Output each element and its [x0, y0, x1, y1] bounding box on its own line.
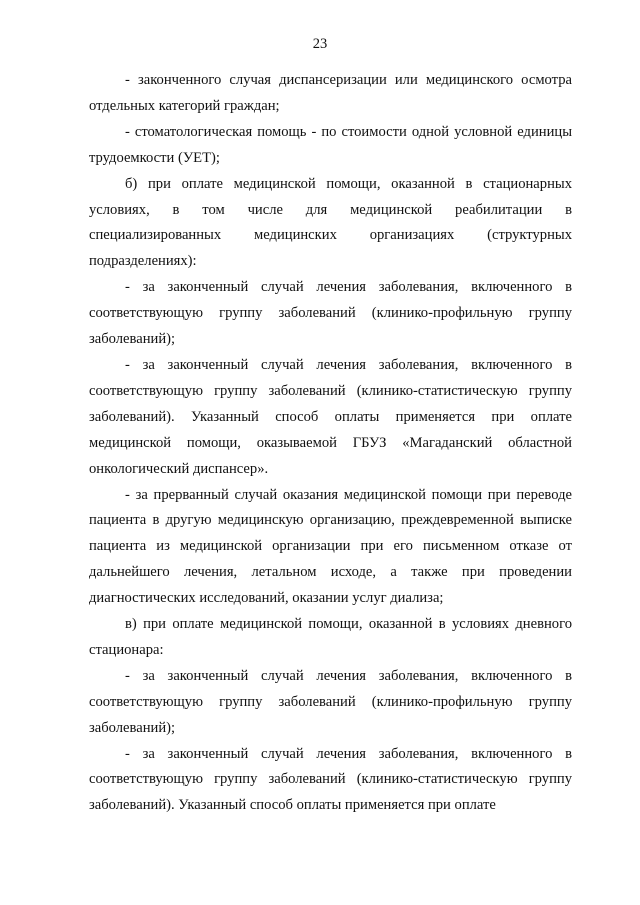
- paragraph-interrupted-case: - за прерванный случай оказания медицинской помощи при переводе пациента в другую медицинскую организацию, преждевременной выписке пациента из медицинской организации при его письменном отказе от дальнейшего лечения, летальном исходе, а также при проведении диагностических исследований, оказании услуг диализа;: [89, 486, 572, 607]
- paragraph-inpatient-clinical-statistical-group: - за законченный случай лечения заболевания, включенного в соответствующую группу заболеваний (клинико-статистическую группу заболеваний). Указанный способ оплаты применяется при оплате медицинской помощи, оказываемой ГБУЗ «Магаданский областной онкологический диспансер».: [89, 356, 572, 477]
- paragraph-dispensary-case: - законченного случая диспансеризации или медицинского осмотра отдельных категорий граждан;: [89, 72, 572, 114]
- paragraph-dental-care: - стоматологическая помощь - по стоимости одной условной единицы трудоемкости (УЕТ);: [89, 123, 572, 166]
- paragraph-inpatient-clinical-profile-group: - за законченный случай лечения заболевания, включенного в соответствующую группу заболеваний (клинико-профильную группу заболеваний);: [89, 279, 572, 348]
- paragraph-day-hospital-clinical-statistical-group: - за законченный случай лечения заболевания, включенного в соответствующую группу заболеваний (клинико-статистическую группу заболеваний). Указанный способ оплаты применяется при оплате: [89, 745, 572, 814]
- paragraph-day-hospital-clinical-profile-group: - за законченный случай лечения заболевания, включенного в соответствующую группу заболеваний (клинико-профильную группу заболеваний);: [89, 667, 572, 736]
- paragraph-inpatient-payment: б) при оплате медицинской помощи, оказанной в стационарных условиях, в том числе для медицинской реабилитации в специализированных медицинских организациях (структурных подразделениях):: [89, 175, 572, 270]
- document-body: [89, 68, 572, 819]
- paragraph-day-hospital-payment: в) при оплате медицинской помощи, оказанной в условиях дневного стационара:: [89, 616, 572, 658]
- page-number: 23: [312, 36, 328, 52]
